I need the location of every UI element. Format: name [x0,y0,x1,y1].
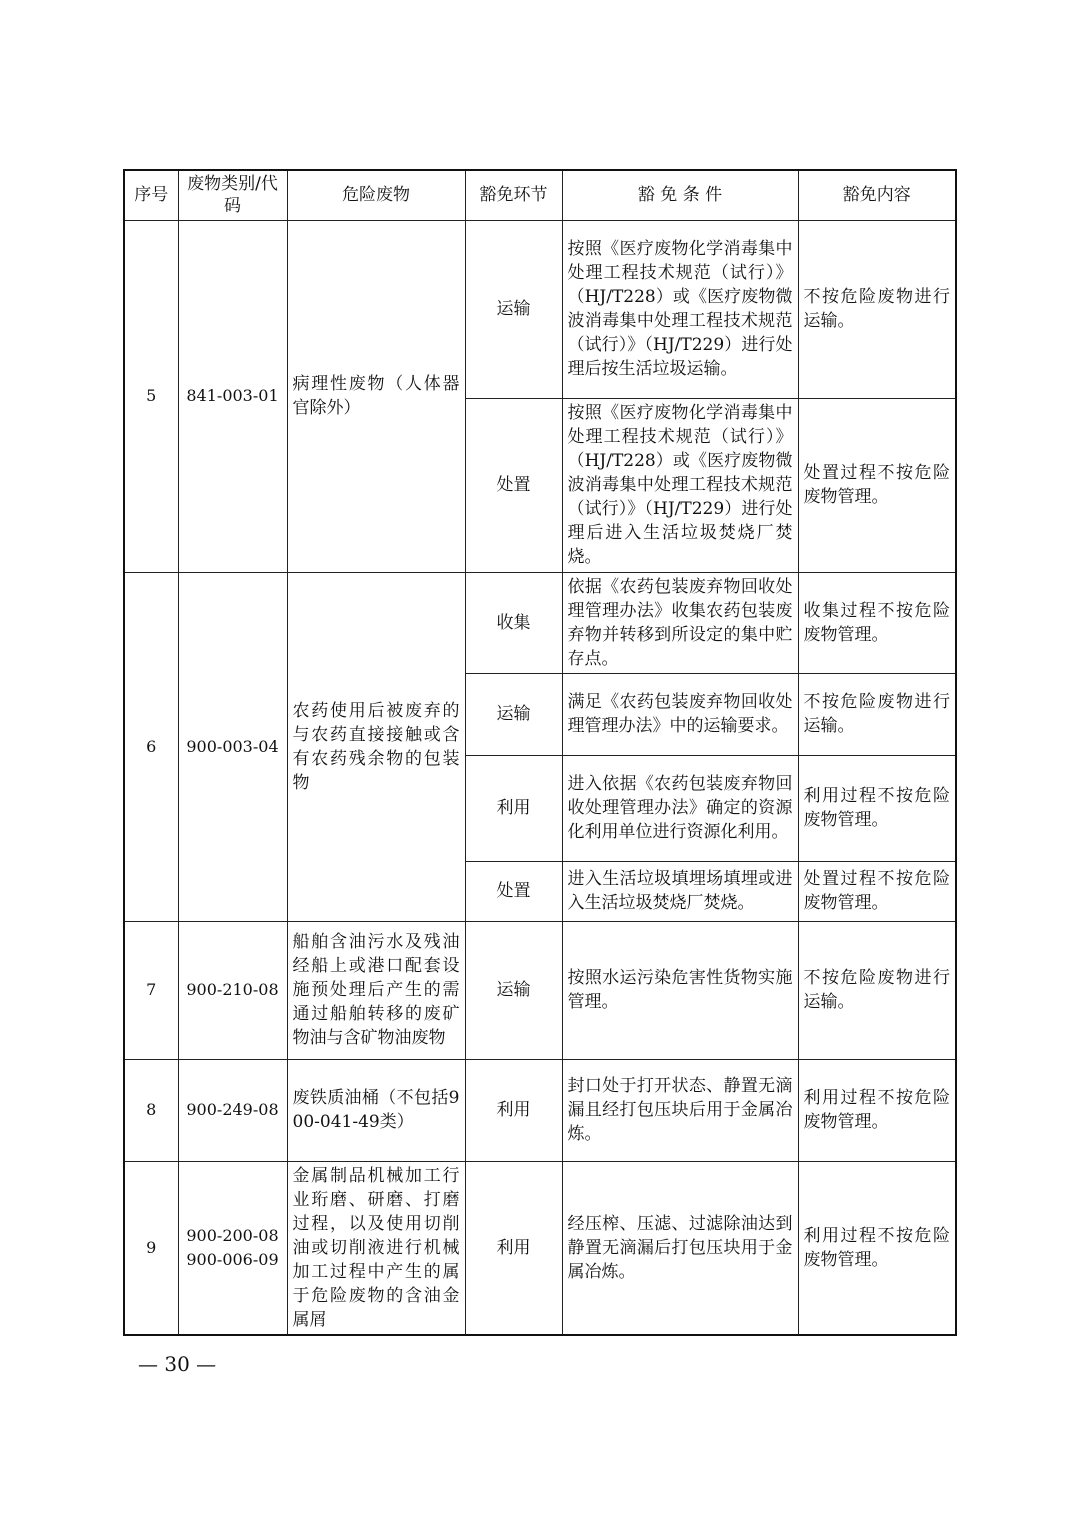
waste-name: 病理性废物（人体器官除外） [287,220,465,572]
exempt-stage: 运输 [465,921,562,1059]
waste-code: 900-200-08 [186,1225,279,1245]
exempt-content: 不按危险废物进行运输。 [798,673,956,755]
exempt-condition: 按照水运污染危害性货物实施管理。 [562,921,798,1059]
exempt-content: 不按危险废物进行运输。 [798,220,956,398]
exempt-content: 利用过程不按危险废物管理。 [798,1059,956,1161]
page-number: — 30 — [138,1352,217,1376]
exempt-stage: 处置 [465,861,562,921]
row-number: 5 [124,220,178,572]
header-content: 豁免内容 [798,170,956,220]
waste-name: 废铁质油桶（不包括900-041-49类） [287,1059,465,1161]
exempt-condition: 经压榨、压滤、过滤除油达到静置无滴漏后打包压块用于金属冶炼。 [562,1161,798,1335]
row-number: 6 [124,572,178,921]
waste-name: 农药使用后被废弃的与农药直接接触或含有农药残余物的包装物 [287,572,465,921]
header-condition: 豁 免 条 件 [562,170,798,220]
exempt-stage: 处置 [465,398,562,572]
exempt-condition: 满足《农药包装废弃物回收处理管理办法》中的运输要求。 [562,673,798,755]
table-row [124,921,956,1059]
exemption-table [123,169,957,1336]
waste-name: 船舶含油污水及残油经船上或港口配套设施预处理后产生的需通过船舶转移的废矿物油与含矿物油废物 [287,921,465,1059]
table-row [124,220,956,398]
header-code: 废物类别/代码 [178,170,287,220]
waste-code: 900-210-08 [178,921,287,1059]
table-row [124,1161,956,1335]
table-row [124,1059,956,1161]
exempt-stage: 收集 [465,572,562,673]
exempt-content: 收集过程不按危险废物管理。 [798,572,956,673]
exempt-stage: 利用 [465,1161,562,1335]
exempt-content: 利用过程不按危险废物管理。 [798,755,956,861]
exempt-stage: 运输 [465,673,562,755]
waste-code: 841-003-01 [178,220,287,572]
header-no: 序号 [124,170,178,220]
exempt-content: 利用过程不按危险废物管理。 [798,1161,956,1335]
exempt-condition: 进入依据《农药包装废弃物回收处理管理办法》确定的资源化利用单位进行资源化利用。 [562,755,798,861]
table-row [124,572,956,673]
header-stage: 豁免环节 [465,170,562,220]
exempt-condition: 进入生活垃圾填埋场填埋或进入生活垃圾焚烧厂焚烧。 [562,861,798,921]
waste-name: 金属制品机械加工行业珩磨、研磨、打磨过程，以及使用切削油或切削液进行机械加工过程中产生的属于危险废物的含油金属屑 [287,1161,465,1335]
exempt-stage: 利用 [465,1059,562,1161]
row-number: 7 [124,921,178,1059]
waste-code: 900-003-04 [178,572,287,921]
exempt-content: 处置过程不按危险废物管理。 [798,861,956,921]
exempt-content: 处置过程不按危险废物管理。 [798,398,956,572]
header-row [124,170,956,220]
exempt-condition: 封口处于打开状态、静置无滴漏且经打包压块后用于金属冶炼。 [562,1059,798,1161]
waste-code: 900-249-08 [178,1059,287,1161]
exempt-stage: 运输 [465,220,562,398]
exempt-content: 不按危险废物进行运输。 [798,921,956,1059]
waste-code-cell [178,1161,287,1335]
row-number: 9 [124,1161,178,1335]
header-waste: 危险废物 [287,170,465,220]
waste-code-secondary: 900-006-09 [186,1249,279,1269]
exempt-condition: 依据《农药包装废弃物回收处理管理办法》收集农药包装废弃物并转移到所设定的集中贮存点。 [562,572,798,673]
exempt-condition: 按照《医疗废物化学消毒集中处理工程技术规范（试行）》（HJ/T228）或《医疗废物微波消毒集中处理工程技术规范（试行）》（HJ/T229）进行处理后进入生活垃圾焚烧厂焚烧。 [562,398,798,572]
exempt-condition: 按照《医疗废物化学消毒集中处理工程技术规范（试行）》（HJ/T228）或《医疗废物微波消毒集中处理工程技术规范（试行）》（HJ/T229）进行处理后按生活垃圾运输。 [562,220,798,398]
exempt-stage: 利用 [465,755,562,861]
row-number: 8 [124,1059,178,1161]
